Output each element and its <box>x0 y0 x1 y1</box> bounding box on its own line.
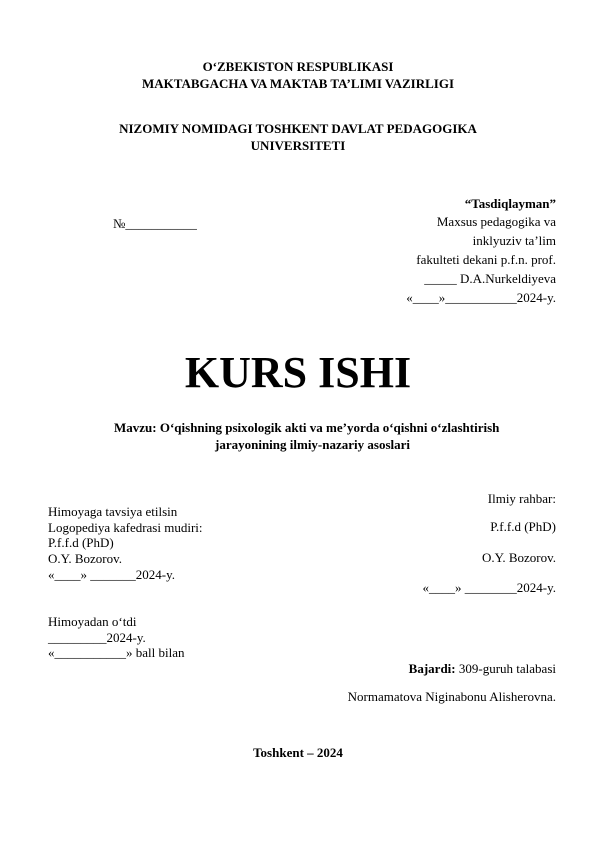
recommendation-line-4: O.Y. Bozorov. <box>48 551 123 566</box>
ministry-line-1: O‘ZBEKISTON RESPUBLIKASI <box>202 59 394 74</box>
defense-date: _________2024-y. <box>48 630 146 645</box>
defense-line-1: Himoyadan o‘tdi <box>48 614 137 629</box>
author-name: Normamatova Niginabonu Alisherovna. <box>347 689 556 704</box>
footer-city-year: Toshkent – 2024 <box>253 745 343 760</box>
recommendation-line-3: P.f.f.d (PhD) <box>48 535 114 550</box>
document-number: №___________ <box>113 216 197 231</box>
defense-score: «___________» ball bilan <box>48 645 185 660</box>
document-title: KURS ISHI <box>184 348 412 397</box>
author-label: Bajardi: <box>408 661 456 676</box>
topic-line-2: jarayonining ilmiy-nazariy asoslari <box>215 437 410 452</box>
recommendation-line-1: Himoyaga tavsiya etilsin <box>48 504 178 519</box>
supervisor-degree: P.f.f.d (PhD) <box>490 519 556 534</box>
approval-line-5: «____»___________2024-y. <box>406 290 556 305</box>
approval-line-3: fakulteti dekani p.f.n. prof. <box>416 252 556 267</box>
author-group: 309-guruh talabasi <box>455 661 556 676</box>
approval-line-4: _____ D.A.Nurkeldiyeva <box>424 271 556 286</box>
supervisor-label: Ilmiy rahbar: <box>487 491 556 506</box>
topic-line-1: Mavzu: O‘qishning psixologik akti va me’yorda o‘qishni o‘zlashtirish <box>114 420 500 435</box>
supervisor-date: «____» ________2024-y. <box>422 580 556 595</box>
approval-line-1: Maxsus pedagogika va <box>436 214 556 229</box>
recommendation-date: «____» _______2024-y. <box>48 567 175 582</box>
approval-title: “Tasdiqlayman” <box>464 196 556 211</box>
author-line <box>409 661 556 677</box>
ministry-line-2: MAKTABGACHA VA MAKTAB TA’LIMI VAZIRLIGI <box>141 76 455 91</box>
approval-line-2: inklyuziv ta’lim <box>472 233 556 248</box>
university-line-2: UNIVERSITETI <box>250 138 346 153</box>
supervisor-name: O.Y. Bozorov. <box>481 550 556 565</box>
recommendation-line-2: Logopediya kafedrasi mudiri: <box>48 520 203 535</box>
university-line-1: NIZOMIY NOMIDAGI TOSHKENT DAVLAT PEDAGOGIKA <box>119 121 477 136</box>
